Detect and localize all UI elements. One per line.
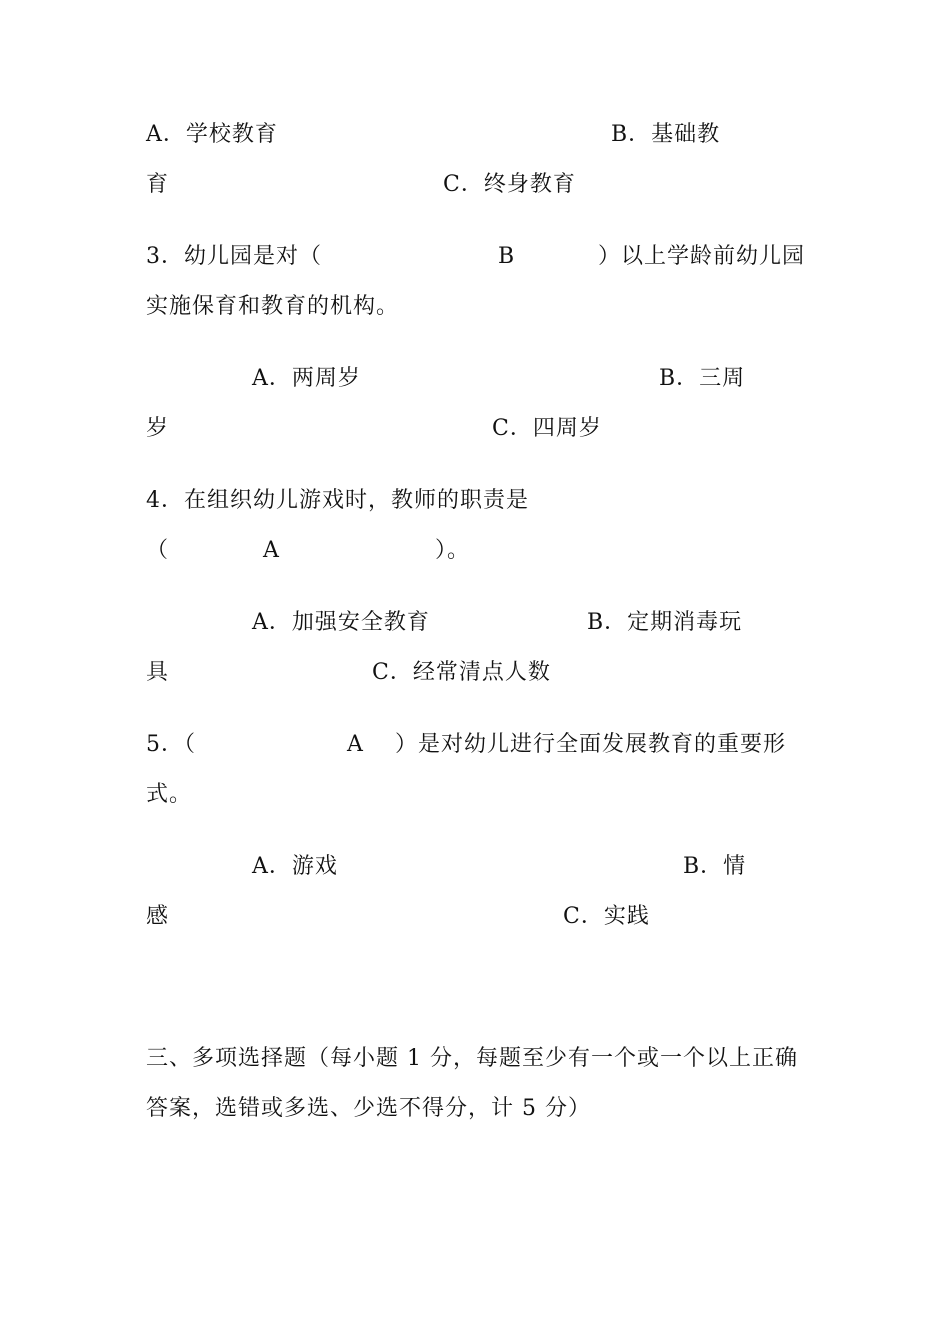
q3-stem-start: 3．幼儿园是对（	[146, 244, 322, 269]
q4-answer: A	[263, 538, 280, 563]
q5-answer: A	[347, 732, 364, 757]
q4-option-a: A．加强安全教育	[252, 610, 430, 635]
q3-option-c: C．四周岁	[492, 416, 602, 441]
q4-paren-close: ）。	[435, 538, 471, 563]
section-heading-line1: 三、多项选择题（每小题 1 分，每题至少有一个或一个以上正确	[146, 1046, 798, 1071]
q3-option-b: B．三周	[659, 366, 746, 391]
q3-stem-end: ）以上学龄前幼儿园	[598, 244, 806, 269]
q2-option-b-wrap: 育	[146, 172, 170, 197]
q4-option-b-wrap: 具	[146, 660, 170, 685]
section-heading-line2: 答案，选错或多选、少选不得分，计 5 分）	[146, 1096, 591, 1121]
q5-option-b: B．情	[683, 854, 747, 879]
q4-option-b: B．定期消毒玩	[587, 610, 743, 635]
q4-option-c: C．经常清点人数	[372, 660, 551, 685]
q5-stem-start: 5．（	[146, 732, 196, 757]
q2-option-c: C．终身教育	[443, 172, 576, 197]
q3-answer: B	[498, 244, 516, 269]
q5-stem-end: ）是对幼儿进行全面发展教育的重要形	[395, 732, 787, 757]
q3-option-a: A．两周岁	[252, 366, 361, 391]
q2-option-b: B．基础教	[611, 122, 721, 147]
q5-option-c: C．实践	[563, 904, 650, 929]
q3-stem-line2: 实施保育和教育的机构。	[146, 294, 400, 319]
q5-stem-line2: 式。	[146, 782, 193, 807]
q5-option-a: A．游戏	[252, 854, 338, 879]
q3-option-b-wrap: 岁	[146, 416, 170, 441]
q4-stem: 4．在组织幼儿游戏时，教师的职责是	[146, 488, 529, 513]
q2-option-a: A．学校教育	[146, 122, 278, 147]
q4-paren-open: （	[146, 538, 170, 563]
q5-option-b-wrap: 感	[146, 904, 170, 929]
